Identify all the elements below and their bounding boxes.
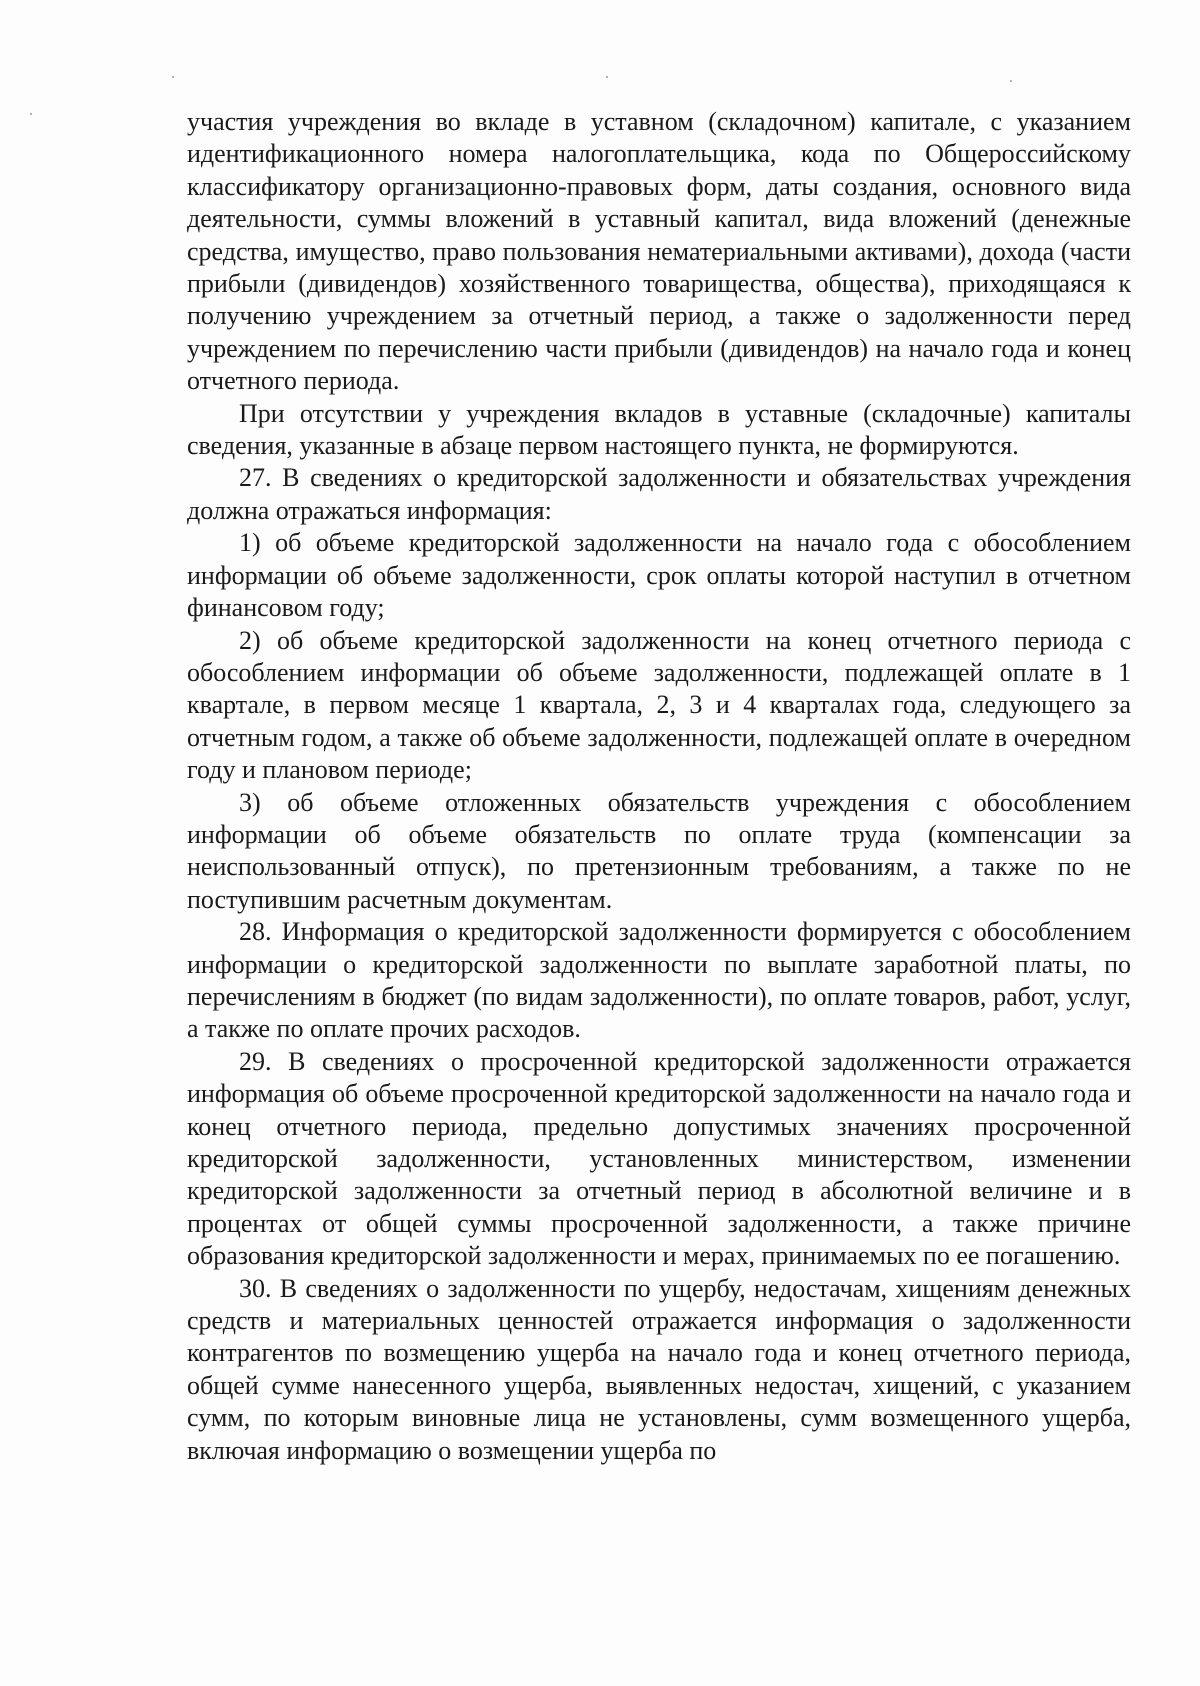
scan-speck [606, 76, 608, 78]
document-body [187, 106, 1131, 1467]
paragraph-29: 29. В сведениях о просроченной кредиторской задолженности отражается информация об объеме просроченной кредиторской задолженности на начало года и конец отчетного периода, предельно допустимых значениях просроченной кредиторской задолженности, установленных министерством, изменении кредиторской задолженности за отчетный период в абсолютной величине и в процентах от общей суммы просроченной задолженности, а также причине образования кредиторской задолженности и мерах, принимаемых по ее погашению. [187, 1046, 1131, 1271]
paragraph-27-item-2: 2) об объеме кредиторской задолженности на конец отчетного периода с обособлением информации об объеме задолженности, подлежащей оплате в 1 квартале, в первом месяце 1 квартала, 2, 3 и 4 кварталах года, следующего за отчетным годом, а также об объеме задолженности, подлежащей оплате в очередном году и плановом периоде; [187, 625, 1131, 785]
paragraph-27: 27. В сведениях о кредиторской задолженности и обязательствах учреждения должна отражаться информация: [187, 463, 1131, 525]
paragraph-27-item-1: 1) об объеме кредиторской задолженности на начало года с обособлением информации об объеме задолженности, срок оплаты которой наступил в отчетном финансовом году; [187, 528, 1131, 623]
paragraph-no-contributions: При отсутствии у учреждения вкладов в уставные (складочные) капиталы сведения, указанные в абзаце первом настоящего пункта, не формируются. [187, 398, 1131, 461]
scan-speck [1010, 80, 1012, 82]
paragraph-27-item-3: 3) об объеме отложенных обязательств учреждения с обособлением информации об объеме обязательств по оплате труда (компенсации за неиспользованный отпуск), по претензионным требованиям, а также по не поступившим расчетным документам. [187, 787, 1131, 914]
paragraph-continuation: участия учреждения во вкладе в уставном (складочном) капитале, с указанием идентификационного номера налогоплательщика, кода по Общероссийскому классификатору организационно-правовых форм, даты создания, основного вида деятельности, суммы вложений в уставный капитал, вида вложений (денежные средства, имущество, право пользования нематериальными активами), дохода (части прибыли (дивидендов) хозяйственного товарищества, общества), приходящаяся к получению учреждением за отчетный период, а также о задолженности перед учреждением по перечислению части прибыли (дивидендов) на начало года и конец отчетного периода. [187, 107, 1131, 396]
scan-speck [172, 76, 174, 78]
paragraph-30: 30. В сведениях о задолженности по ущербу, недостачам, хищениям денежных средств и материальных ценностей отражается информация о задолженности контрагентов по возмещению ущерба на начало года и конец отчетного периода, общей сумме нанесенного ущерба, выявленных недостач, хищений, с указанием сумм, по которым виновные лица не установлены, сумм возмещенного ущерба, включая информацию о возмещении ущерба по [187, 1273, 1131, 1465]
paragraph-28: 28. Информация о кредиторской задолженности формируется с обособлением информации о кредиторской задолженности по выплате заработной платы, по перечислениям в бюджет (по видам задолженности), по оплате товаров, работ, услуг, а также по оплате прочих расходов. [187, 917, 1131, 1044]
scan-speck [30, 113, 32, 115]
